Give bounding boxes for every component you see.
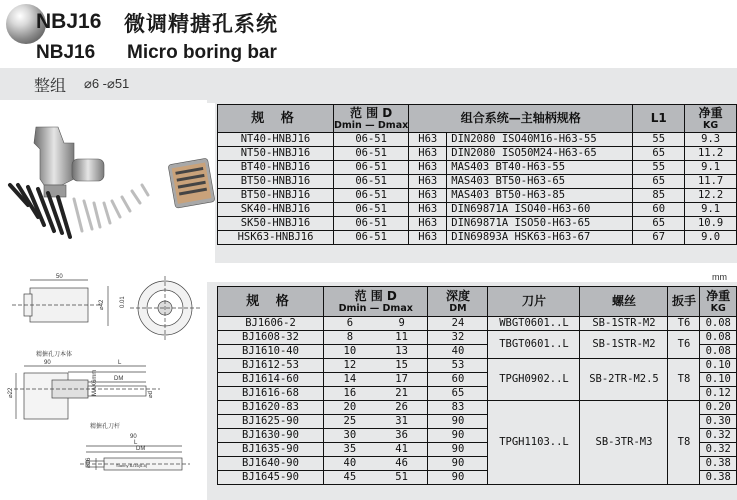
cell-depth: 83	[428, 401, 488, 415]
cell-range: 06-51	[334, 217, 409, 231]
cell-shank: H63	[409, 189, 447, 203]
table-row	[218, 133, 737, 147]
cell-range: 06-51	[334, 161, 409, 175]
header-system: 组合系统—主轴柄规格	[409, 105, 633, 133]
cell-dmin: 14	[324, 373, 376, 387]
header-range-bottom: Dmin — Dmax	[338, 302, 413, 314]
cell-insert: TPGH0902..L	[488, 359, 580, 401]
cell-system: MAS403 BT50-H63-65	[447, 175, 633, 189]
cell-depth: 90	[428, 457, 488, 471]
table-row	[218, 217, 737, 231]
header-spec: 规 格	[218, 105, 334, 133]
cell-dmin: 35	[324, 443, 376, 457]
cell-code: BJ1616-68	[218, 387, 324, 401]
model-title: NBJ16	[36, 10, 102, 33]
header-depth	[428, 287, 488, 317]
cell-dmax: 13	[376, 345, 428, 359]
cell-code: SK40-HNBJ16	[218, 203, 334, 217]
cell-code: BJ1610-40	[218, 345, 324, 359]
cell-depth: 53	[428, 359, 488, 373]
cell-shank: H63	[409, 231, 447, 245]
brand-text: Stanny BJ16(6-8)	[116, 463, 148, 468]
cell-system: MAS403 BT50-H63-85	[447, 189, 633, 203]
cell-shank: H63	[409, 175, 447, 189]
header-spec: 规 格	[218, 287, 324, 317]
cell-l1: 55	[633, 133, 685, 147]
header-depth-top: 深度	[445, 288, 470, 303]
cell-range: 06-51	[334, 133, 409, 147]
table-row	[218, 175, 737, 189]
table-row	[218, 401, 737, 415]
cell-dmax: 11	[376, 331, 428, 345]
cell-code: BJ1630-90	[218, 429, 324, 443]
cell-screw: SB-2TR-M2.5	[580, 359, 668, 401]
cell-code: SK50-HNBJ16	[218, 217, 334, 231]
cell-weight: 9.1	[685, 203, 737, 217]
product-photo	[0, 103, 215, 263]
header-weight-top: 净重	[706, 288, 731, 303]
cell-depth: 90	[428, 471, 488, 485]
cell-range: 06-51	[334, 231, 409, 245]
cell-code: NT40-HNBJ16	[218, 133, 334, 147]
cell-dmax: 9	[376, 317, 428, 331]
dim-90: 90	[44, 360, 51, 366]
header-range-top: 范 围 D	[354, 288, 397, 303]
cell-depth: 90	[428, 429, 488, 443]
body-label: 精搪孔刀本体	[36, 351, 73, 358]
cell-code: NT50-HNBJ16	[218, 147, 334, 161]
cell-weight: 9.0	[685, 231, 737, 245]
boring-bar-table	[217, 286, 737, 485]
cell-weight: 0.08	[700, 331, 737, 345]
cell-l1: 85	[633, 189, 685, 203]
cell-dmin: 20	[324, 401, 376, 415]
cell-weight: 0.32	[700, 429, 737, 443]
cell-weight: 0.30	[700, 415, 737, 429]
cell-weight: 10.9	[685, 217, 737, 231]
cell-wrench: T6	[668, 317, 700, 331]
dim-DM2: DM	[136, 446, 146, 452]
cell-dmin: 45	[324, 471, 376, 485]
dim-001: 0.01	[120, 296, 126, 308]
cell-code: BJ1612-53	[218, 359, 324, 373]
header-weight	[685, 105, 737, 133]
header-range-top: 范 围 D	[349, 105, 393, 120]
dim-50: 50	[56, 274, 63, 280]
cell-dmin: 8	[324, 331, 376, 345]
cell-dmin: 25	[324, 415, 376, 429]
dim-d16: ⌀16	[86, 457, 92, 468]
cell-dmin: 12	[324, 359, 376, 373]
cell-system: DIN69871A ISO50-H63-65	[447, 217, 633, 231]
cell-wrench: T8	[668, 359, 700, 401]
cell-dmax: 21	[376, 387, 428, 401]
cell-weight: 12.2	[685, 189, 737, 203]
cell-dmin: 16	[324, 387, 376, 401]
cell-wrench: T6	[668, 331, 700, 359]
cell-code: BT50-HNBJ16	[218, 189, 334, 203]
header-range	[334, 105, 409, 133]
cell-weight: 11.2	[685, 147, 737, 161]
cell-wrench: T8	[668, 401, 700, 485]
cell-shank: H63	[409, 203, 447, 217]
dim-L2: L	[134, 440, 138, 446]
cell-dmax: 41	[376, 443, 428, 457]
cell-l1: 65	[633, 217, 685, 231]
cell-code: BJ1645-90	[218, 471, 324, 485]
cell-range: 06-51	[334, 175, 409, 189]
cell-dmax: 26	[376, 401, 428, 415]
table2-header-row	[218, 287, 737, 317]
cell-depth: 32	[428, 331, 488, 345]
cell-dmax: 36	[376, 429, 428, 443]
cell-depth: 24	[428, 317, 488, 331]
header-weight-top: 净重	[698, 105, 723, 120]
cell-depth: 60	[428, 373, 488, 387]
cell-weight: 0.10	[700, 373, 737, 387]
cell-code: BT50-HNBJ16	[218, 175, 334, 189]
cell-dmax: 15	[376, 359, 428, 373]
cell-insert: WBGT0601..L	[488, 317, 580, 331]
cell-code: BJ1606-2	[218, 317, 324, 331]
table-row	[218, 147, 737, 161]
cell-code: BJ1625-90	[218, 415, 324, 429]
cell-system: DIN69871A ISO40-H63-60	[447, 203, 633, 217]
header-weight-bottom: KG	[703, 119, 719, 131]
cell-screw: SB-3TR-M3	[580, 401, 668, 485]
cell-dmin: 10	[324, 345, 376, 359]
model-title-en: NBJ16	[36, 42, 96, 63]
cell-system: DIN69893A HSK63-H63-67	[447, 231, 633, 245]
header-range	[324, 287, 428, 317]
cell-code: HSK63-HNBJ16	[218, 231, 334, 245]
cell-l1: 67	[633, 231, 685, 245]
header-wrench: 扳手	[668, 287, 700, 317]
cell-dmin: 30	[324, 429, 376, 443]
cell-system: MAS403 BT40-H63-55	[447, 161, 633, 175]
cell-code: BJ1620-83	[218, 401, 324, 415]
cell-code: BJ1608-32	[218, 331, 324, 345]
dim-22: ⌀22	[8, 387, 14, 398]
cell-weight: 9.1	[685, 161, 737, 175]
dim-DM: DM	[114, 376, 124, 382]
dim-90b: 90	[130, 434, 137, 440]
set-label: 整组	[34, 76, 67, 95]
header-insert: 刀片	[488, 287, 580, 317]
cell-weight: 9.3	[685, 133, 737, 147]
dim-d: ⌀d	[148, 391, 154, 398]
table-row	[218, 317, 737, 331]
cell-dmin: 6	[324, 317, 376, 331]
title-english: Micro boring bar	[127, 42, 277, 63]
cell-shank: H63	[409, 133, 447, 147]
cell-weight: 0.10	[700, 359, 737, 373]
cell-system: DIN2080 ISO50M24-H63-65	[447, 147, 633, 161]
cell-weight: 0.20	[700, 401, 737, 415]
cell-shank: H63	[409, 217, 447, 231]
header-screw: 螺丝	[580, 287, 668, 317]
table-row	[218, 161, 737, 175]
max-label: MAX6mm	[92, 369, 98, 396]
cell-screw: SB-1STR-M2	[580, 317, 668, 331]
cell-insert: TBGT0601..L	[488, 331, 580, 359]
cell-depth: 40	[428, 345, 488, 359]
cell-shank: H63	[409, 147, 447, 161]
cell-system: DIN2080 ISO40M16-H63-55	[447, 133, 633, 147]
header-l1: L1	[633, 105, 685, 133]
cell-code: BT40-HNBJ16	[218, 161, 334, 175]
dim-L: L	[118, 360, 122, 366]
cell-l1: 60	[633, 203, 685, 217]
range-label: ⌀6 -⌀51	[84, 76, 130, 91]
unit-label: mm	[712, 272, 727, 282]
cell-l1: 65	[633, 175, 685, 189]
cell-code: BJ1640-90	[218, 457, 324, 471]
cell-weight: 0.32	[700, 443, 737, 457]
bar-label: 精搪孔刀杆	[90, 423, 121, 430]
cell-depth: 65	[428, 387, 488, 401]
header-range-bottom: Dmin — Dmax	[334, 119, 409, 131]
cell-l1: 55	[633, 161, 685, 175]
cell-depth: 90	[428, 443, 488, 457]
cell-weight: 0.38	[700, 457, 737, 471]
header-weight	[700, 287, 737, 317]
cell-dmax: 31	[376, 415, 428, 429]
cell-code: BJ1635-90	[218, 443, 324, 457]
cell-shank: H63	[409, 161, 447, 175]
cell-range: 06-51	[334, 189, 409, 203]
cell-dmax: 17	[376, 373, 428, 387]
title-chinese: 微调精搪孔系统	[124, 12, 278, 36]
cell-dmax: 46	[376, 457, 428, 471]
shank-system-table	[217, 104, 737, 245]
table-row	[218, 359, 737, 373]
cell-weight: 11.7	[685, 175, 737, 189]
table-row	[218, 189, 737, 203]
cell-range: 06-51	[334, 203, 409, 217]
technical-drawings	[0, 268, 215, 500]
table-row	[218, 331, 737, 345]
cell-l1: 65	[633, 147, 685, 161]
header-weight-bottom: KG	[710, 302, 726, 314]
cell-weight: 0.12	[700, 387, 737, 401]
cell-dmin: 40	[324, 457, 376, 471]
cell-weight: 0.08	[700, 317, 737, 331]
cell-weight: 0.08	[700, 345, 737, 359]
cell-dmax: 51	[376, 471, 428, 485]
table1-header-row	[218, 105, 737, 133]
header-depth-bottom: DM	[449, 302, 467, 314]
cell-weight: 0.38	[700, 471, 737, 485]
table-row	[218, 203, 737, 217]
dim-d42: ⌀42	[99, 299, 105, 310]
cell-depth: 90	[428, 415, 488, 429]
cell-code: BJ1614-60	[218, 373, 324, 387]
cell-range: 06-51	[334, 147, 409, 161]
table-row	[218, 231, 737, 245]
cell-screw: SB-1STR-M2	[580, 331, 668, 359]
cell-insert: TPGH1103..L	[488, 401, 580, 485]
